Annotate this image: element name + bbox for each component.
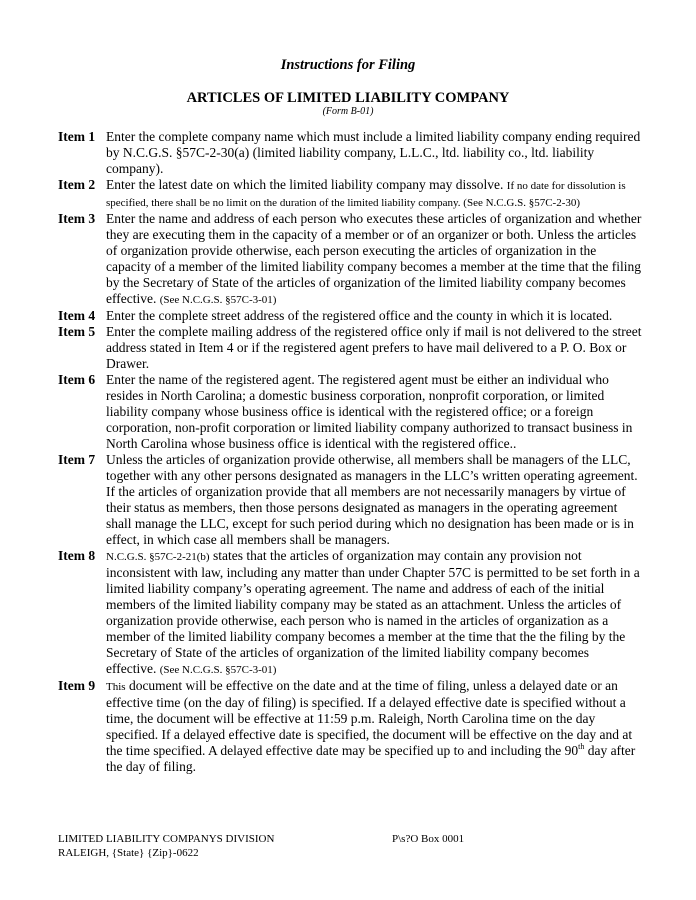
item-note: If no date for dissolution is specified, there shall be no limit on the duration of the limited liability company. (See N.C.G.S. §57C-2-30) bbox=[106, 180, 626, 209]
item-note: (See N.C.G.S. §57C-3-01) bbox=[159, 664, 277, 676]
item-label: Item 1 bbox=[58, 129, 96, 144]
items-list bbox=[58, 129, 642, 775]
item-label: Item 8 bbox=[58, 548, 96, 563]
item-label: Item 4 bbox=[58, 308, 96, 323]
footer-city-line: RALEIGH, {State} {Zip}-0622 bbox=[58, 847, 199, 859]
item-text: Enter the complete street address of the registered office and the county in which it is located. bbox=[106, 308, 613, 323]
list-item bbox=[58, 211, 642, 308]
item-text: Enter the latest date on which the limited liability company may dissolve. bbox=[106, 177, 504, 192]
footer-division: LIMITED LIABILITY COMPANYS DIVISION bbox=[58, 833, 275, 845]
list-item bbox=[58, 372, 642, 452]
item-label: Item 9 bbox=[58, 678, 96, 693]
item-text: states that the articles of organization may contain any provision not inconsistent with law, including any matter than under Chapter 57C is permitted to be set forth in a limited liability company’s operating agreement. The name and address of each of the initial members of the limited liability company may be stated as an attachment. Unless the articles of organization provide otherwise, each person who is named in the articles of organization as a member of the limited liability company becomes a member at the time that the the filing by the Secretary of State of the articles of organization of the limited liability company becomes effective. bbox=[106, 548, 640, 676]
item-text-tail: day after the day of filing. bbox=[106, 743, 636, 774]
item-text: Unless the articles of organization provide otherwise, all members shall be managers of the LLC, together with any other persons designated as managers in the LLC’s written operating agreement. If the articles of organization provide that all members are not necessarily managers by virtue of their status as members, then those persons designated as managers in the operating agreement shall manage the LLC, except for such period during which no designation has been made or is in effect, in which case all members shall be managers. bbox=[106, 452, 638, 547]
list-item bbox=[58, 548, 642, 678]
item-text: Enter the name and address of each person who executes these articles of organization and whether they are executing them in the capacity of a member or of an organizer or both. Unless the articles of organization provide otherwise, each person executing the articles of organization in the capacity of a member of the limited liability company becomes a member at the time that the filing by the Secretary of State of the articles of organization of the limited liability company becomes effective. bbox=[106, 211, 642, 306]
item-lead: This bbox=[106, 681, 126, 693]
item-label: Item 3 bbox=[58, 211, 96, 226]
item-text: Enter the name of the registered agent. The registered agent must be either an individual who resides in North Carolina; a domestic business corporation, nonprofit corporation, or limited liability company whose business office is identical with the registered office; or a foreign corporation, non-profit corporation or limited liability company authorized to transact business in North Carolina whose business office is identical with the registered office.. bbox=[106, 372, 633, 451]
ordinal-suffix: th bbox=[578, 742, 585, 751]
item-label: Item 5 bbox=[58, 324, 96, 339]
instructions-title: Instructions for Filing bbox=[280, 57, 416, 73]
list-item bbox=[58, 177, 642, 211]
list-item bbox=[58, 678, 642, 775]
document-title: ARTICLES OF LIMITED LIABILITY COMPANY bbox=[186, 90, 510, 106]
list-item bbox=[58, 308, 642, 324]
item-label: Item 2 bbox=[58, 177, 96, 192]
item-text: Enter the complete company name which must include a limited liability company ending required by N.C.G.S. §57C-2-30(a) (limited liability company, L.L.C., ltd. liability co., ltd. liability company). bbox=[106, 129, 641, 176]
item-text: Enter the complete mailing address of the registered office only if mail is not delivered to the street address stated in Item 4 or if the registered agent prefers to have mail delivered to a P. O. Box or Drawer. bbox=[106, 324, 642, 371]
list-item bbox=[58, 324, 642, 372]
item-label: Item 7 bbox=[58, 452, 96, 467]
list-item bbox=[58, 452, 642, 548]
footer-po-box: P\s?O Box 0001 bbox=[392, 833, 465, 845]
footer-address bbox=[58, 832, 274, 860]
list-item bbox=[58, 129, 642, 177]
item-note: (See N.C.G.S. §57C-3-01) bbox=[159, 294, 277, 306]
item-text: document will be effective on the date and at the time of filing, unless a delayed date or an effective time (on the day of filing) is specified. If a delayed effective date is specified without a time, the document will be effective at 11:59 p.m. Raleigh, North Carolina time on the day specified. If a delayed effective date is specified, the document will be effective on the day and at the time specified. A delayed effective date may be specified up to and including the 90 bbox=[106, 678, 633, 758]
form-id: (Form B-01) bbox=[322, 106, 374, 117]
item-label: Item 6 bbox=[58, 372, 96, 387]
item-lead: N.C.G.S. §57C-2-21(b) bbox=[106, 551, 210, 563]
